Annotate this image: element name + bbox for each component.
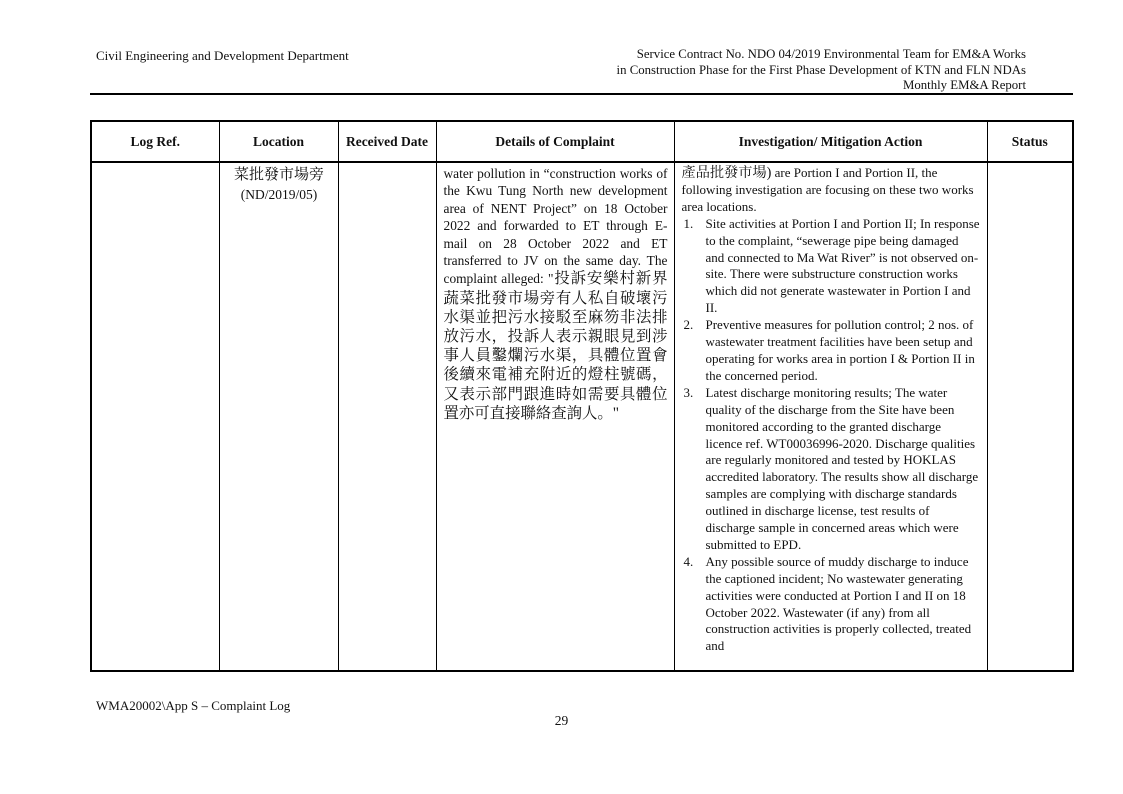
cell-investigation-action: [674, 162, 987, 671]
cell-details-of-complaint: [436, 162, 674, 671]
footer-doc-ref: WMA20002\App S – Complaint Log: [96, 698, 291, 713]
col-header-log-ref: Log Ref.: [91, 121, 219, 162]
investigation-item-2: Preventive measures for pollution control; 2 nos. of wastewater treatment facilities have been setup and operating for works area in portion I & Portion II in the concerned period.: [705, 317, 975, 383]
table-header-row: [91, 121, 1073, 162]
header-department: Civil Engineering and Development Department: [96, 48, 349, 63]
cell-received-date: [338, 162, 436, 671]
location-name: 菜批發市場旁: [233, 167, 324, 183]
col-header-details: Details of Complaint: [436, 121, 674, 162]
table-row: [91, 162, 1073, 671]
complaint-details-english: water pollution in “construction works of the Kwu Tung North new development area of NENT Project” on 18 October 2022 and forwarded to ET through E-mail on 28 October 2022 and ET transferred to JV on the same day. The complaint alleged: ": [443, 166, 668, 287]
header-contract-line2: in Construction Phase for the First Phase Development of KTN and FLN NDAs: [616, 62, 1026, 77]
page-number: 29: [554, 713, 569, 728]
investigation-intro-english: are Portion I and Portion II, the following investigation are focusing on these two works area locations.: [681, 165, 974, 214]
complaint-details-chinese: 投訴安樂村新界蔬菜批發市場旁有人私自破壞污水渠並把污水接駁至麻笏非法排放污水，投訴人表示親眼見到涉事人員鑿爛污水渠，具體位置會後續來電補充附近的燈柱號碼，又表示部門跟進時如需要具體位置亦可直接聯絡查詢人。": [443, 270, 668, 422]
header-divider-rule: [90, 93, 1073, 95]
complaint-details-text: [444, 165, 668, 423]
col-header-status: Status: [987, 121, 1073, 162]
col-header-received-date: Received Date: [338, 121, 436, 162]
complaint-log-table: [90, 120, 1074, 672]
cell-location: [219, 162, 338, 671]
col-header-investigation: Investigation/ Mitigation Action: [674, 121, 987, 162]
header-contract-block: [617, 47, 1026, 94]
col-header-location: Location: [219, 121, 338, 162]
location-ref-code: (ND/2019/05): [240, 187, 318, 202]
investigation-intro-chinese: 產品批發市場): [681, 165, 772, 181]
investigation-item-4: Any possible source of muddy discharge to induce the captioned incident; No wastewater generating activities were conducted at Portion I and II on 18 October 2022. Wastewater (if any) from all construction activities is properly collected, treated and: [705, 553, 972, 654]
investigation-item-1: Site activities at Portion I and Portion II; In response to the complaint, “sewerage pipe being damaged and connected to Ma Wat River” is not observed on-site. There were substructure construction works which did not generate wastewater in Portion I and II.: [705, 215, 980, 316]
investigation-item-list: [682, 216, 981, 656]
header-contract-line1: Service Contract No. NDO 04/2019 Environmental Team for EM&A Works: [636, 47, 1026, 61]
investigation-intro: [682, 165, 981, 216]
investigation-item-3: Latest discharge monitoring results; The water quality of the discharge from the Site have been monitored according to the granted discharge licence ref. WT00036996-2020. Discharge qualities are regularly monitored and tested by HOKLAS accredited laboratory. The results show all discharge samples are complying with discharge standards outlined in discharge license, test results of discharge sample in concerned areas which were submitted to EPD.: [705, 384, 979, 552]
header-contract-line3: Monthly EM&A Report: [903, 78, 1026, 93]
cell-status: [987, 162, 1073, 671]
cell-log-ref: [91, 162, 219, 671]
